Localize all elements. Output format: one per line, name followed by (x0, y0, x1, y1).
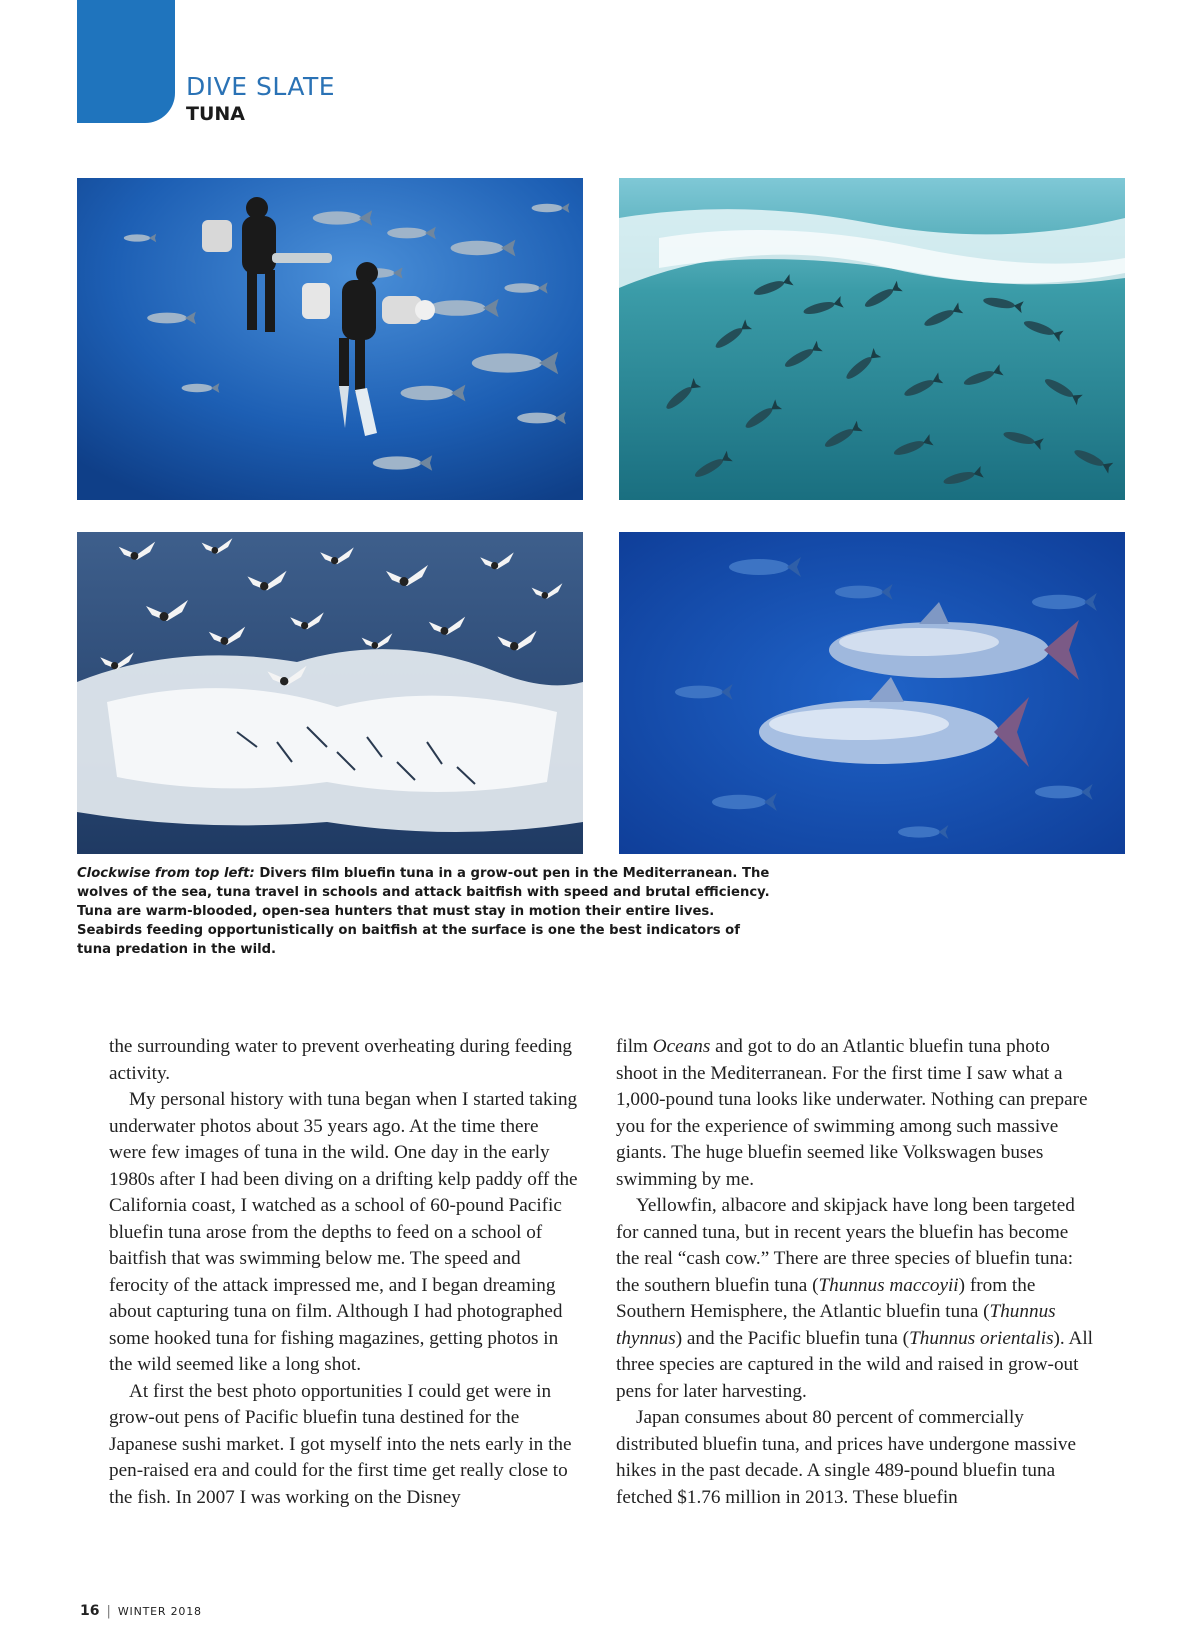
issue-label: WINTER 2018 (117, 1605, 202, 1618)
page-footer (80, 1603, 202, 1619)
article-paragraph: the surrounding water to prevent overheating during feeding activity. (109, 1036, 573, 1084)
article-paragraph (616, 1193, 1096, 1405)
article-paragraph: My personal history with tuna began when I started taking underwater photos about 35 years ago. At the time there were few images of tuna in the wild. One day in the early 1980s after I had been diving on a drifting kelp paddy off the California coast, I watched as a school of 60-pound Pacific bluefin tuna arose from the depths to feed on a school of baitfish that was swimming below me. The speed and ferocity of the attack impressed me, and I began dreaming about capturing tuna on film. Although I had photographed some hooked tuna for fishing magazines, getting photos in the wild seemed like a long shot. (109, 1089, 578, 1375)
text-run: and got to do an Atlantic bluefin tuna photo shoot in the Mediterranean. For the first time I saw what a 1,000-pound tuna looks like underwater. Nothing can prepare you for the experience of swimming among such massive giants. The huge bluefin seemed like Volkswagen buses swimming by me. (616, 1036, 1088, 1190)
species-name: Thunnus orientalis (909, 1327, 1054, 1349)
section-title: DIVE SLATE (186, 72, 336, 101)
caption-lead: Clockwise from top left: (77, 866, 255, 881)
bluefin-tuna-swimming-photo (619, 532, 1125, 854)
seabirds-baitfish-photo (77, 532, 583, 854)
text-run: ) and the Pacific bluefin tuna ( (675, 1327, 910, 1349)
film-title: Oceans (652, 1036, 711, 1057)
article-paragraph: At first the best photo opportunities I could get were in grow-out pens of Pacific bluefin tuna destined for the Japanese sushi market. I got myself into the nets early in the pen-raised era and could for the first time get really close to the fish. In 2007 I was working on the Disney (109, 1380, 572, 1508)
section-tab-block (77, 0, 175, 123)
tuna-school-surface-photo (619, 178, 1125, 500)
article-column-left (109, 1034, 579, 1511)
species-name: Thunnus thynnus (616, 1301, 1056, 1349)
article-paragraph (616, 1034, 1096, 1193)
footer-separator: | (106, 1604, 111, 1619)
caption-text: Divers film bluefin tuna in a grow-out pen in the Mediterranean. The wolves of the sea, tuna travel in schools and attack baitfish with speed and brutal efficiency. Tuna are warm-blooded, open-sea hunters that must stay in motion their entire lives. Seabirds feeding opportunistically on baitfish at the surface is one the best indicators of tuna predation in the wild. (77, 866, 770, 957)
text-run: ) from the Southern Hemisphere, the Atlantic bluefin tuna ( (616, 1274, 1036, 1322)
species-name: Thunnus maccoyii (818, 1274, 959, 1296)
article-paragraph: Japan consumes about 80 percent of commercially distributed bluefin tuna, and prices have undergone massive hikes in the past decade. A single 489-pound bluefin tuna fetched $1.76 million in 2013. These bluefin (616, 1407, 1077, 1508)
photo-caption (77, 864, 777, 959)
page-number: 16 (80, 1603, 100, 1619)
divers-filming-tuna-photo (77, 178, 583, 500)
text-run: Yellowfin, albacore and skipjack have long been targeted for canned tuna, but in recent years the bluefin has become the real “cash cow.” There are three species of bluefin tuna: the southern bluefin tuna ( (616, 1195, 1075, 1296)
text-run: ). All three species are captured in the wild and raised in grow-out pens for later harvesting. (616, 1327, 1093, 1402)
article-column-right (616, 1034, 1096, 1511)
section-subtitle: TUNA (186, 103, 245, 125)
text-run: film (616, 1036, 653, 1057)
